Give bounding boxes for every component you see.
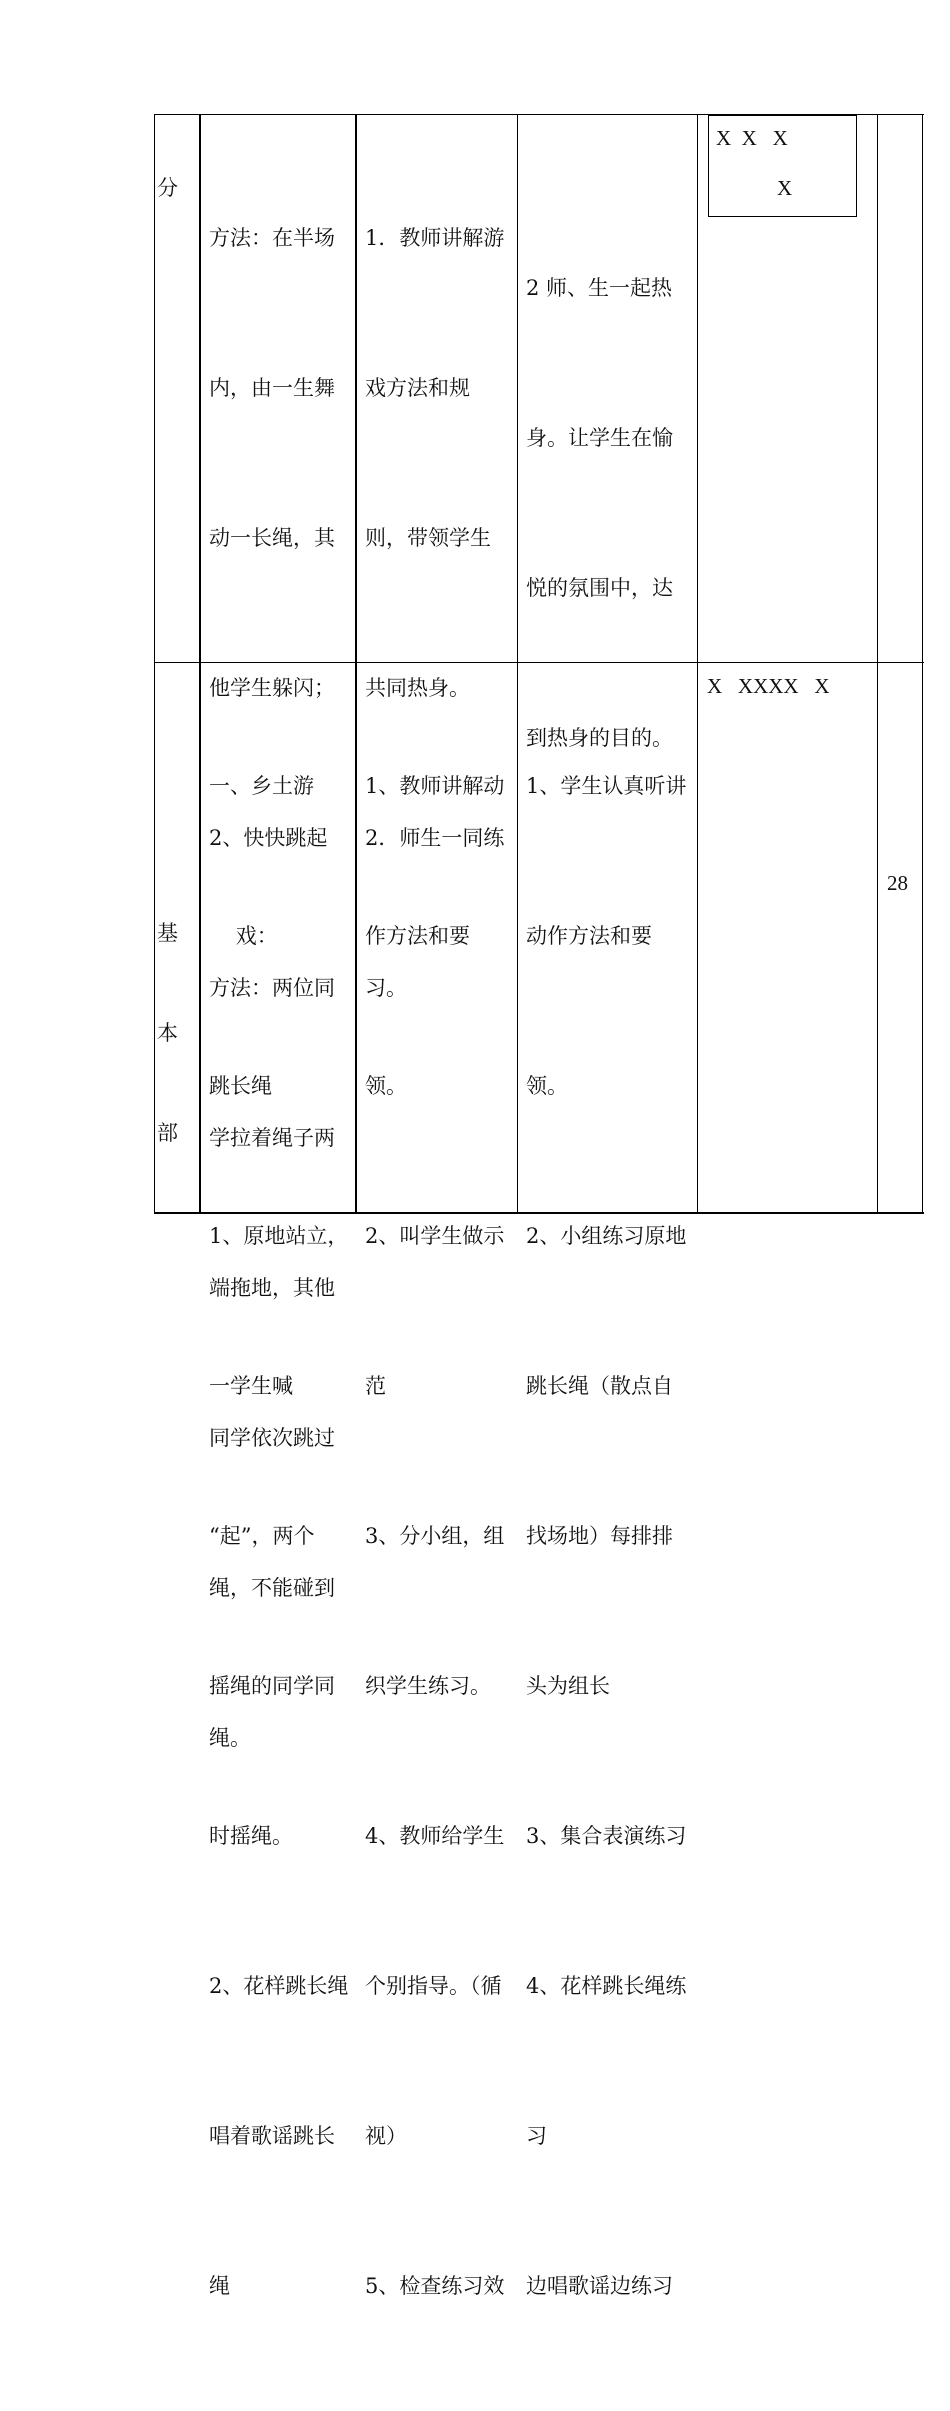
content-line: 一学生喊	[209, 1374, 293, 1398]
teacher-line: 个别指导。（循	[365, 1974, 502, 1998]
teacher-line: 作方法和要	[365, 924, 470, 948]
content-line: 2、花样跳长绳	[209, 1974, 349, 1998]
content-line: 一、乡土游	[209, 774, 314, 798]
content-line: 方法：在半场	[209, 226, 335, 250]
content-line: 时摇绳。	[209, 1824, 293, 1848]
teacher-line: 2、叫学生做示	[365, 1224, 505, 1248]
col-border-content	[355, 114, 357, 1213]
col-border-right	[922, 114, 923, 1213]
teacher-line: 4、教师给学生	[365, 1824, 505, 1848]
content-line: 唱着歌谣跳长	[209, 2124, 335, 2148]
content-cell	[209, 661, 348, 2411]
formation-row: X X X	[716, 126, 788, 150]
formation-row: X	[777, 176, 793, 200]
col-border-student	[697, 114, 698, 1213]
student-line: 2 师、生一起热	[526, 276, 673, 300]
content-line: 他学生躲闪；	[209, 676, 335, 700]
content-line: 内，由一生舞	[209, 376, 335, 400]
content-line: 绳，不能碰到	[209, 1576, 335, 1600]
content-line: 跳长绳	[209, 1074, 272, 1098]
student-line: 到热身的目的。	[526, 726, 673, 750]
section-label: 基	[157, 921, 178, 945]
content-line: 戏：	[209, 924, 278, 948]
teacher-line: 2．师生一同练	[365, 826, 505, 850]
student-line: 3、集合表演练习	[526, 1824, 687, 1848]
student-line: 领。	[526, 1074, 568, 1098]
teacher-activity-cell	[365, 661, 504, 2411]
content-line: 摇绳的同学同	[209, 1674, 335, 1698]
content-line: 端拖地，其他	[209, 1276, 335, 1300]
student-line: 习	[526, 2124, 547, 2148]
student-line: 身。让学生在愉	[526, 426, 673, 450]
formation-row: X XXXX X	[707, 674, 830, 698]
content-line: 动一长绳，其	[209, 526, 335, 550]
content-line: 学拉着绳子两	[209, 1126, 335, 1150]
student-activity-cell	[526, 661, 686, 2411]
content-line: 绳	[209, 2274, 230, 2298]
time-minutes: 28	[887, 871, 908, 895]
student-line: 1、学生认真听讲	[526, 774, 687, 798]
content-line: “起”，两个	[209, 1524, 315, 1548]
section-label: 部	[157, 1121, 178, 1145]
student-line: 悦的氛围中，达	[526, 576, 673, 600]
content-line: 2、快快跳起	[209, 826, 328, 850]
teacher-line: 织学生练习。	[365, 1674, 491, 1698]
student-line: 跳长绳（散点自	[526, 1374, 673, 1398]
section-label: 本	[157, 1021, 178, 1045]
content-line: 方法：两位同	[209, 976, 335, 1000]
teacher-line: 范	[365, 1374, 386, 1398]
teacher-line: 1．教师讲解游	[365, 226, 505, 250]
section-label: 分	[157, 176, 178, 200]
col-border-teacher	[517, 114, 518, 1213]
student-line: 边唱歌谣边练习	[526, 2274, 673, 2298]
teacher-line: 5、检查练习效	[365, 2274, 505, 2298]
col-border-formation	[877, 114, 878, 1213]
student-line: 4、花样跳长绳练	[526, 1974, 687, 1998]
teacher-line: 戏方法和规	[365, 376, 470, 400]
col-border-left	[154, 114, 155, 1213]
content-line: 同学依次跳过	[209, 1426, 335, 1450]
student-line: 头为组长	[526, 1674, 610, 1698]
student-line: 动作方法和要	[526, 924, 652, 948]
content-line: 绳。	[209, 1726, 251, 1750]
teacher-line: 共同热身。	[365, 676, 470, 700]
student-line: 找场地）每排排	[526, 1524, 673, 1548]
teacher-line: 1、教师讲解动	[365, 774, 505, 798]
teacher-line: 领。	[365, 1074, 407, 1098]
student-line: 2、小组练习原地	[526, 1224, 687, 1248]
col-border-section	[199, 114, 201, 1213]
teacher-line: 视）	[365, 2124, 407, 2148]
teacher-line: 则，带领学生	[365, 526, 491, 550]
teacher-line: 习。	[365, 976, 407, 1000]
teacher-line: 3、分小组，组	[365, 1524, 505, 1548]
content-line: 1、原地站立，	[209, 1224, 349, 1248]
